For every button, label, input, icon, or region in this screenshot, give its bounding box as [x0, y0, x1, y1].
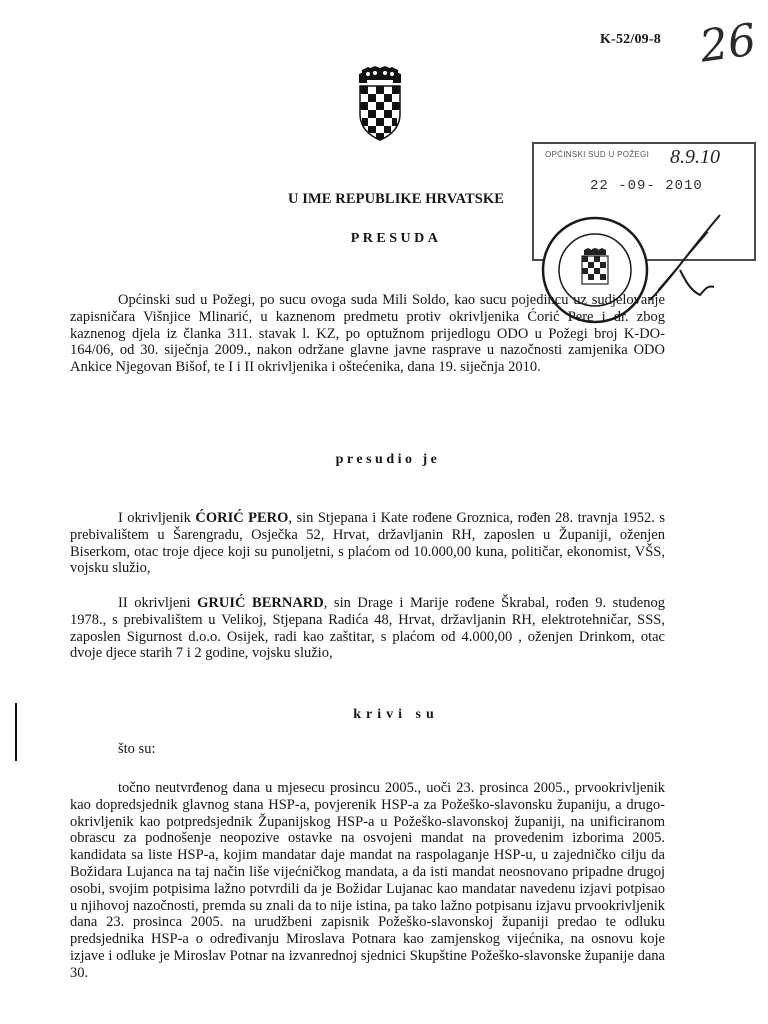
stamp-received-text: OPĆINSKI SUD U POŽEGI — [545, 150, 650, 159]
defendant-1-name: ĆORIĆ PERO — [195, 510, 289, 526]
defendant-2-name: GRUIĆ BERNARD — [197, 595, 324, 611]
guilty-heading: krivi su — [353, 707, 439, 722]
stamp-date: 22 -09- 2010 — [590, 178, 703, 194]
decided-heading: presudio je — [335, 452, 441, 467]
defendant-1-paragraph — [70, 510, 665, 577]
stamp-handwritten-date: 8.9.10 — [670, 146, 720, 168]
case-number: K-52/09-8 — [600, 32, 661, 47]
handwritten-page-number: 26 — [696, 14, 760, 73]
defendant-1-prefix: I okrivljenik — [118, 510, 191, 526]
intro-paragraph — [70, 292, 665, 376]
croatian-coat-of-arms-icon — [357, 66, 403, 147]
defendant-2-paragraph — [70, 595, 665, 662]
defendant-1-details: , sin Stjepana i Kate rođene Groznica, rođen 28. travnja 1952. s prebivalištem u Šarengradu, Osječka 52, Hrvat, državljanin RH, zaposlen u Županiji, oženjen Biserkom, otac troje djece koji su punoljetni, s plaćom od 10.000,00 kuna, političar, ekonomist, VŠS, vojsku služio, — [70, 510, 665, 577]
facts-paragraph — [70, 780, 665, 982]
intro-text: Općinski sud u Požegi, po sucu ovoga suda Mili Soldo, kao sucu pojedincu uz sudjelovanje zapisničara Višnjice Mlinarić, u kaznenom predmetu protiv okrivljenika Ćorić Pere i dr. zbog kaznenog djela iz članka 311. stavak l. KZ, po optužnom prijedlogu ODO u Požegi broj K-DO-164/06, od 30. siječnja 2009., nakon održane glavne javne rasprave u nazočnosti zamjenika ODO Ankice Njegovan Bišof, te I i II okrivljenika i oštećenika, dana 19. siječnja 2010. — [70, 292, 665, 376]
because-label: što su: — [118, 741, 156, 757]
document-title: U IME REPUBLIKE HRVATSKE — [287, 191, 505, 207]
facts-text: točno neutvrđenog dana u mjesecu prosincu 2005., uoči 23. prosinca 2005., prvookrivljenik kao dopredsjednik glavnog stana HSP-a, povjerenik HSP-a za Požeško-slavonsku županiju, a drugo-okrivljenik kao potpredsjednik Županijskog HSP-a u Požeško-slavonskoj županiji, na unificiranom obrascu za podnošenje neopozive ostavke na osvojeni mandat na provedenim izborima 2005. kandidata sa liste HSP-a, kojim mandatar daje mandat na raspolaganje HSP-u, u zajedničko cilju da Božidara Lujanca na taj način liše vijećničkog mandata, a da isti mandat neosnovano pripadne drugoj osobi, svojim potpisima lažno potvrdili da je Božidar Lujanac kao mandatar navedenu izjavi potpisao u njihovoj nazočnosti, premda su znali da to nije istina, pa tako lažno potpisanu izjavu prvookrivljenik dana 23. prosinca 2005. na urudžbeni zapisnik Požeško-slavonskoj županiji predao te odluku predsjednika HSP-a o određivanju Miroslava Potnara kao zamjenskog vijećnika, na osnovu koje izjave i odluke je Miroslav Potnar na izvanrednoj sjednici Skupštine Požeško-slavonske županije dana 30. — [70, 780, 665, 981]
verdict-heading: PRESUDA — [350, 231, 442, 246]
defendant-2-prefix: II okrivljeni — [118, 595, 191, 611]
defendant-2-details: , sin Drage i Marije rođene Škrabal, rođen 9. studenog 1978., s prebivalištem u Velikoj, Stjepana Radića 48, Hrvat, državljanin RH, elektrotehničar, SSS, zaposlen Sigurnost d.o.o. Osijek, radi kao zaštitar, s plaćom od 4.000,00 , oženjen Drinkom, otac dvoje djece starih 7 i 2 godine, vojsku služio, — [70, 595, 665, 662]
